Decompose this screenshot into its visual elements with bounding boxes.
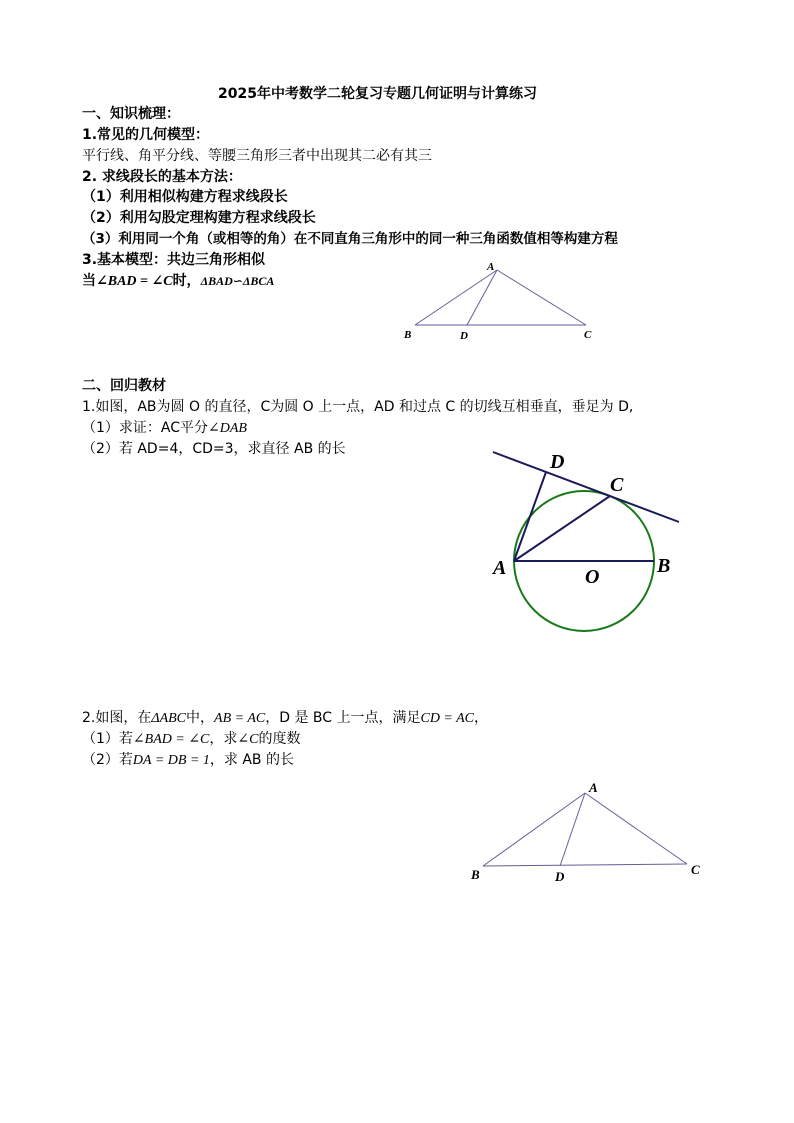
q2-stem-math1: ΔABC xyxy=(151,711,187,726)
q2-stem-math3: CD = AC xyxy=(420,711,475,726)
fig2-label-o: O xyxy=(585,566,600,588)
q2-part1-math2: ∠C xyxy=(237,732,259,747)
fig3-side-ac xyxy=(585,793,687,864)
fig3-label-d: D xyxy=(555,869,565,884)
fig3-side-bc xyxy=(483,864,687,866)
fig2-label-a: A xyxy=(493,557,507,579)
fig2-label-b: B xyxy=(657,555,671,577)
q2-part1-prefix: （1）若 xyxy=(82,731,133,747)
item3-mid: 时， xyxy=(172,273,201,289)
fig1-label-b: B xyxy=(404,329,412,341)
q2-stem-math2: AB = AC xyxy=(214,711,266,726)
page-title: 2025年中考数学二轮复习专题几何证明与计算练习 xyxy=(218,86,537,102)
q2-stem-3: ，D 是 BC 上一点，满足 xyxy=(265,710,421,726)
item1-title: 1.常见的几何模型： xyxy=(82,127,210,143)
q1-part1-prefix: （1）求证：AC平分 xyxy=(82,420,209,436)
fig1-segment-ad xyxy=(467,270,497,325)
item3-title: 3.基本模型：共边三角形相似 xyxy=(82,252,266,268)
q2-part2-math: DA = DB = 1 xyxy=(132,753,210,768)
fig1-label-c: C xyxy=(584,329,592,341)
fig2-segment-ac xyxy=(514,496,610,561)
q2-part1-suffix: 的度数 xyxy=(258,731,301,747)
q2-part2-suffix: ，求 AB 的长 xyxy=(209,752,294,768)
figure-basic-model xyxy=(403,261,592,342)
fig3-label-b: B xyxy=(471,867,480,882)
q2-part2-prefix: （2）若 xyxy=(82,752,133,768)
section2-heading: 二、回归教材 xyxy=(82,378,166,394)
fig3-segment-ad xyxy=(560,793,585,866)
fig3-label-c: C xyxy=(691,862,700,877)
fig2-label-c: C xyxy=(610,474,624,496)
q1-part2: （2）若 AD=4，CD=3，求直径 AB 的长 xyxy=(82,441,346,457)
method-3: （3）利用同一个角（或相等的角）在不同直角三角形中的同一种三角函数值相等构建方程 xyxy=(82,231,618,247)
fig3-side-ab xyxy=(483,793,585,866)
item3-prefix: 当 xyxy=(82,273,96,289)
q2-stem-1: 2.如图，在 xyxy=(82,710,152,726)
fig1-label-a: A xyxy=(487,261,495,273)
q2-stem-4: ， xyxy=(474,710,489,726)
method-1: （1）利用相似构建方程求线段长 xyxy=(82,189,288,205)
q1-part1-math: ∠DAB xyxy=(208,421,247,436)
item1-text: 平行线、角平分线、等腰三角形三者中出现其二必有其三 xyxy=(82,148,432,164)
fig3-label-a: A xyxy=(589,780,598,795)
fig1-label-d: D xyxy=(460,330,468,342)
section1-heading: 一、知识梳理： xyxy=(82,106,180,122)
fig2-label-d: D xyxy=(550,451,565,473)
item3-condition: ∠BAD = ∠C xyxy=(96,274,173,289)
fig1-side-ac xyxy=(497,270,586,325)
figure-circle xyxy=(491,451,679,631)
item2-title: 2. 求线段长的基本方法： xyxy=(82,169,242,185)
method-2: （2）利用勾股定理构建方程求线段长 xyxy=(82,210,316,226)
q2-part1-math1: ∠BAD = ∠C xyxy=(132,732,210,747)
q1-stem: 1.如图，AB为圆 O 的直径，C为圆 O 上一点，AD 和过点 C 的切线互相垂直，垂足为 D, xyxy=(82,399,634,415)
q2-part1-mid: ，求 xyxy=(209,731,238,747)
q2-stem-2: 中， xyxy=(186,710,215,726)
figure-triangle-abc xyxy=(470,780,700,884)
fig1-side-ab xyxy=(415,270,497,325)
item3-conclusion: ΔBAD∽ΔBCA xyxy=(200,274,275,288)
fig2-segment-ad xyxy=(514,472,546,561)
